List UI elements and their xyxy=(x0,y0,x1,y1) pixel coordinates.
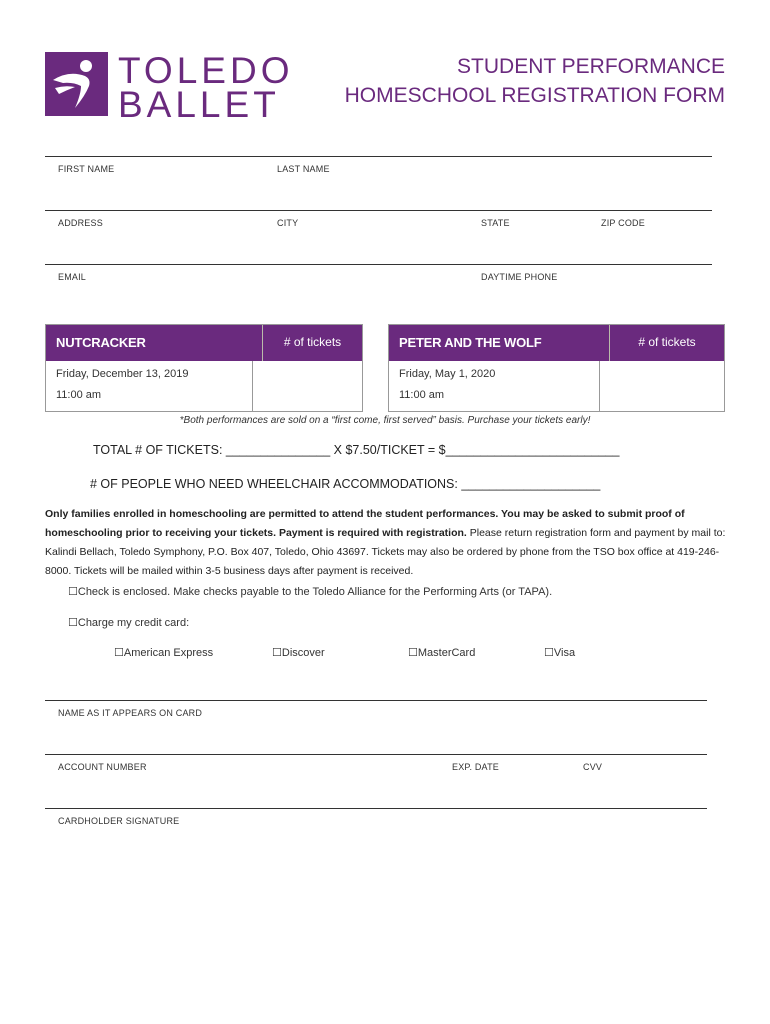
credit-option[interactable] xyxy=(68,616,189,629)
logo-line-1: TOLEDO xyxy=(118,50,294,91)
name-line[interactable] xyxy=(45,156,712,157)
wheelchair-line[interactable]: # OF PEOPLE WHO NEED WHEELCHAIR ACCOMMODATIONS: ____________________ xyxy=(90,477,601,491)
logo-mark xyxy=(45,52,108,116)
checkbox-icon[interactable]: ☐ xyxy=(114,647,124,659)
last-name-label: LAST NAME xyxy=(277,164,330,174)
card-name-line[interactable] xyxy=(45,700,707,701)
policy-text: Please return registration form and payment by mail to: Kalindi Bellach, Toledo Symphony, P.O. Box 407, Toledo, Ohio 43697. Tickets may also be ordered by phone from the TSO box office at 419-246-8000. Tickets will be mailed within 3-5 business days after payment is received. xyxy=(45,527,726,577)
peter-wolf-date: Friday, May 1, 2020 xyxy=(399,368,496,380)
phone-label: DAYTIME PHONE xyxy=(481,272,558,282)
peter-wolf-time: 11:00 am xyxy=(399,389,445,401)
policy-paragraph xyxy=(45,505,727,581)
email-line[interactable] xyxy=(45,264,712,265)
checkbox-icon[interactable]: ☐ xyxy=(68,617,78,629)
nutcracker-date: Friday, December 13, 2019 xyxy=(56,368,189,380)
form-title-line-2: HOMESCHOOL REGISTRATION FORM xyxy=(344,84,725,107)
card-name-label: NAME AS IT APPEARS ON CARD xyxy=(58,708,203,718)
card-visa-label: Visa xyxy=(553,647,576,659)
nutcracker-count-label: # of tickets xyxy=(262,325,362,361)
checkbox-icon[interactable]: ☐ xyxy=(272,647,282,659)
form-title-line-1: STUDENT PERFORMANCE xyxy=(457,55,725,78)
check-option-label: Check is enclosed. Make checks payable to the Toledo Alliance for the Performing Arts (or TAPA). xyxy=(77,586,553,598)
peter-wolf-table xyxy=(388,324,725,412)
peter-wolf-count-label: # of tickets xyxy=(609,325,724,361)
address-line[interactable] xyxy=(45,210,712,211)
card-visa[interactable] xyxy=(544,646,575,659)
card-amex-label: American Express xyxy=(123,647,214,659)
state-label: STATE xyxy=(481,218,510,228)
card-mastercard-label: MasterCard xyxy=(417,647,476,659)
account-number-label: ACCOUNT NUMBER xyxy=(58,762,147,772)
dancer-icon xyxy=(45,52,108,116)
card-discover-label: Discover xyxy=(281,647,325,659)
check-option[interactable] xyxy=(68,585,552,598)
nutcracker-title: NUTCRACKER xyxy=(56,335,146,350)
card-mastercard[interactable] xyxy=(408,646,475,659)
address-label: ADDRESS xyxy=(58,218,103,228)
total-tickets-line[interactable]: TOTAL # OF TICKETS: _______________ X $7.50/TICKET = $_________________________ xyxy=(93,443,620,457)
city-label: CITY xyxy=(277,218,299,228)
nutcracker-table xyxy=(45,324,363,412)
email-label: EMAIL xyxy=(58,272,87,282)
checkbox-icon[interactable]: ☐ xyxy=(68,586,78,598)
checkbox-icon[interactable]: ☐ xyxy=(544,647,554,659)
logo-line-2: BALLET xyxy=(118,84,280,125)
cvv-label: CVV xyxy=(583,762,603,772)
nutcracker-ticket-count[interactable] xyxy=(252,361,362,411)
card-amex[interactable] xyxy=(114,646,213,659)
card-discover[interactable] xyxy=(272,646,325,659)
zip-label: ZIP CODE xyxy=(601,218,645,228)
signature-line[interactable] xyxy=(45,808,707,809)
checkbox-icon[interactable]: ☐ xyxy=(408,647,418,659)
peter-wolf-title: PETER AND THE WOLF xyxy=(399,335,542,350)
peter-wolf-ticket-count[interactable] xyxy=(599,361,724,411)
availability-note: *Both performances are sold on a “first come, first served” basis. Purchase your tickets early! xyxy=(179,415,591,426)
nutcracker-time: 11:00 am xyxy=(56,389,102,401)
policy-bold: Only families enrolled in homeschooling are permitted to attend the student performances. You may be asked to submit proof of homeschooling prior to receiving your tickets. Payment is required with registration. xyxy=(45,508,685,539)
credit-option-label: Charge my credit card: xyxy=(77,617,190,629)
exp-date-label: EXP. DATE xyxy=(452,762,499,772)
account-number-line[interactable] xyxy=(45,754,707,755)
signature-label: CARDHOLDER SIGNATURE xyxy=(58,816,180,826)
first-name-label: FIRST NAME xyxy=(58,164,115,174)
